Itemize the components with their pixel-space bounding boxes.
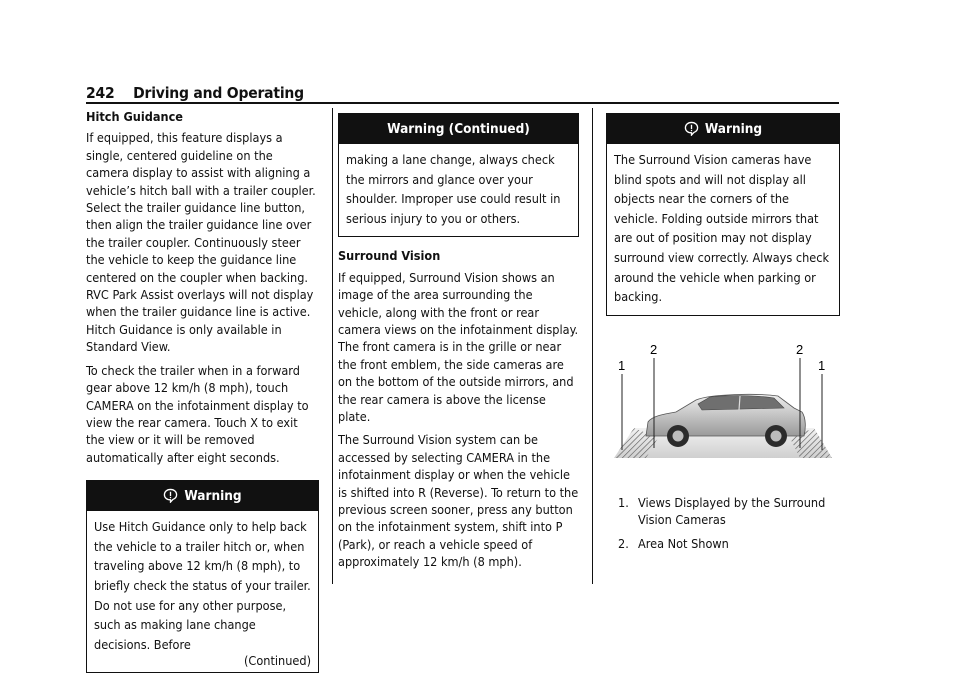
paragraph: If equipped, Surround Vision shows an image of the area surrounding the vehicle, along with the front or rear camera views on the infotainment display. The front camera is in the grille or near the front emblem, the side cameras are on the bottom of the outside mirrors, and the rear camera is above the license plate.	[338, 269, 579, 425]
warning-title: Warning	[704, 121, 763, 137]
warning-title-bar: Warning (Continued)	[339, 114, 578, 144]
column-divider	[332, 108, 333, 584]
warning-body: making a lane change, always check the mirrors and glance over your shoulder. Improper use could result in serious injury to you or others.	[346, 152, 561, 226]
paragraph: The Surround Vision system can be accessed by selecting CAMERA in the infotainment display or when the vehicle is shifted into R (Reverse). To return to the previous screen sooner, press any button on the infotainment system, shift into P (Park), or reach a vehicle speed of approximately 12 km/h (8 mph).	[338, 432, 579, 570]
header-rule	[86, 102, 839, 104]
warning-body: The Surround Vision cameras have blind spots and will not display all objects near the corners of the vehicle. Folding outside mirrors that are out of position may not display surround view correctly. Always check around the vehicle when parking or backing.	[614, 152, 830, 305]
list-number: 2.	[618, 535, 629, 551]
section-title: Driving and Operating	[133, 84, 304, 102]
continued-label: (Continued)	[244, 653, 311, 669]
column-divider	[592, 108, 593, 584]
column-3	[606, 108, 840, 558]
list-text: Views Displayed by the Surround Vision Cameras	[638, 494, 826, 528]
paragraph: To check the trailer when in a forward gear above 12 km/h (8 mph), touch CAMERA on the infotainment display to view the rear camera. Touch X to exit the view or it will be removed automatically after eight seconds.	[86, 362, 309, 465]
page-header	[86, 84, 304, 102]
warning-title-bar	[87, 481, 318, 511]
page-number: 242	[86, 84, 115, 102]
list-item	[606, 535, 840, 552]
warning-text: Use Hitch Guidance only to help back the vehicle to a trailer hitch or, when traveling above 12 km/h (8 mph), to briefly check the status of your trailer. Do not use for any other purpose, such as making lane change decisions. Before	[94, 519, 311, 652]
vehicle-windows	[698, 395, 784, 409]
figure-legend	[606, 494, 840, 552]
callout-2-right: 2	[796, 341, 804, 357]
callout-2-left: 2	[650, 341, 658, 357]
section-heading: Hitch Guidance	[86, 109, 183, 124]
callout-1-left: 1	[618, 357, 626, 373]
column-2	[338, 108, 579, 577]
warning-title-bar	[607, 114, 839, 144]
list-number: 1.	[618, 494, 629, 510]
section-heading: Surround Vision	[338, 248, 441, 264]
list-text: Area Not Shown	[638, 535, 729, 551]
paragraph: If equipped, this feature displays a single, centered guideline on the camera display to assist with aligning a vehicle’s hitch ball with a trailer coupler. Select the trailer guidance line button, then align the trailer guidance line over the trailer coupler. Continuously steer the vehicle to keep the guidance line centered on the coupler when backing. RVC Park Assist overlays will not display when the trailer guidance line is active. Hitch Guidance is only available in Standard View.	[86, 130, 316, 355]
vehicle-illustration	[606, 338, 840, 476]
warning-box	[338, 113, 579, 237]
warning-title: Warning	[184, 488, 242, 505]
list-item	[606, 494, 840, 529]
column-1	[86, 108, 319, 673]
surround-vision-figure	[606, 338, 840, 476]
warning-box	[86, 480, 319, 673]
warning-icon	[684, 117, 699, 147]
warning-box	[606, 113, 840, 316]
warning-body	[87, 511, 318, 672]
warning-icon	[163, 484, 178, 514]
callout-1-right: 1	[818, 357, 826, 373]
